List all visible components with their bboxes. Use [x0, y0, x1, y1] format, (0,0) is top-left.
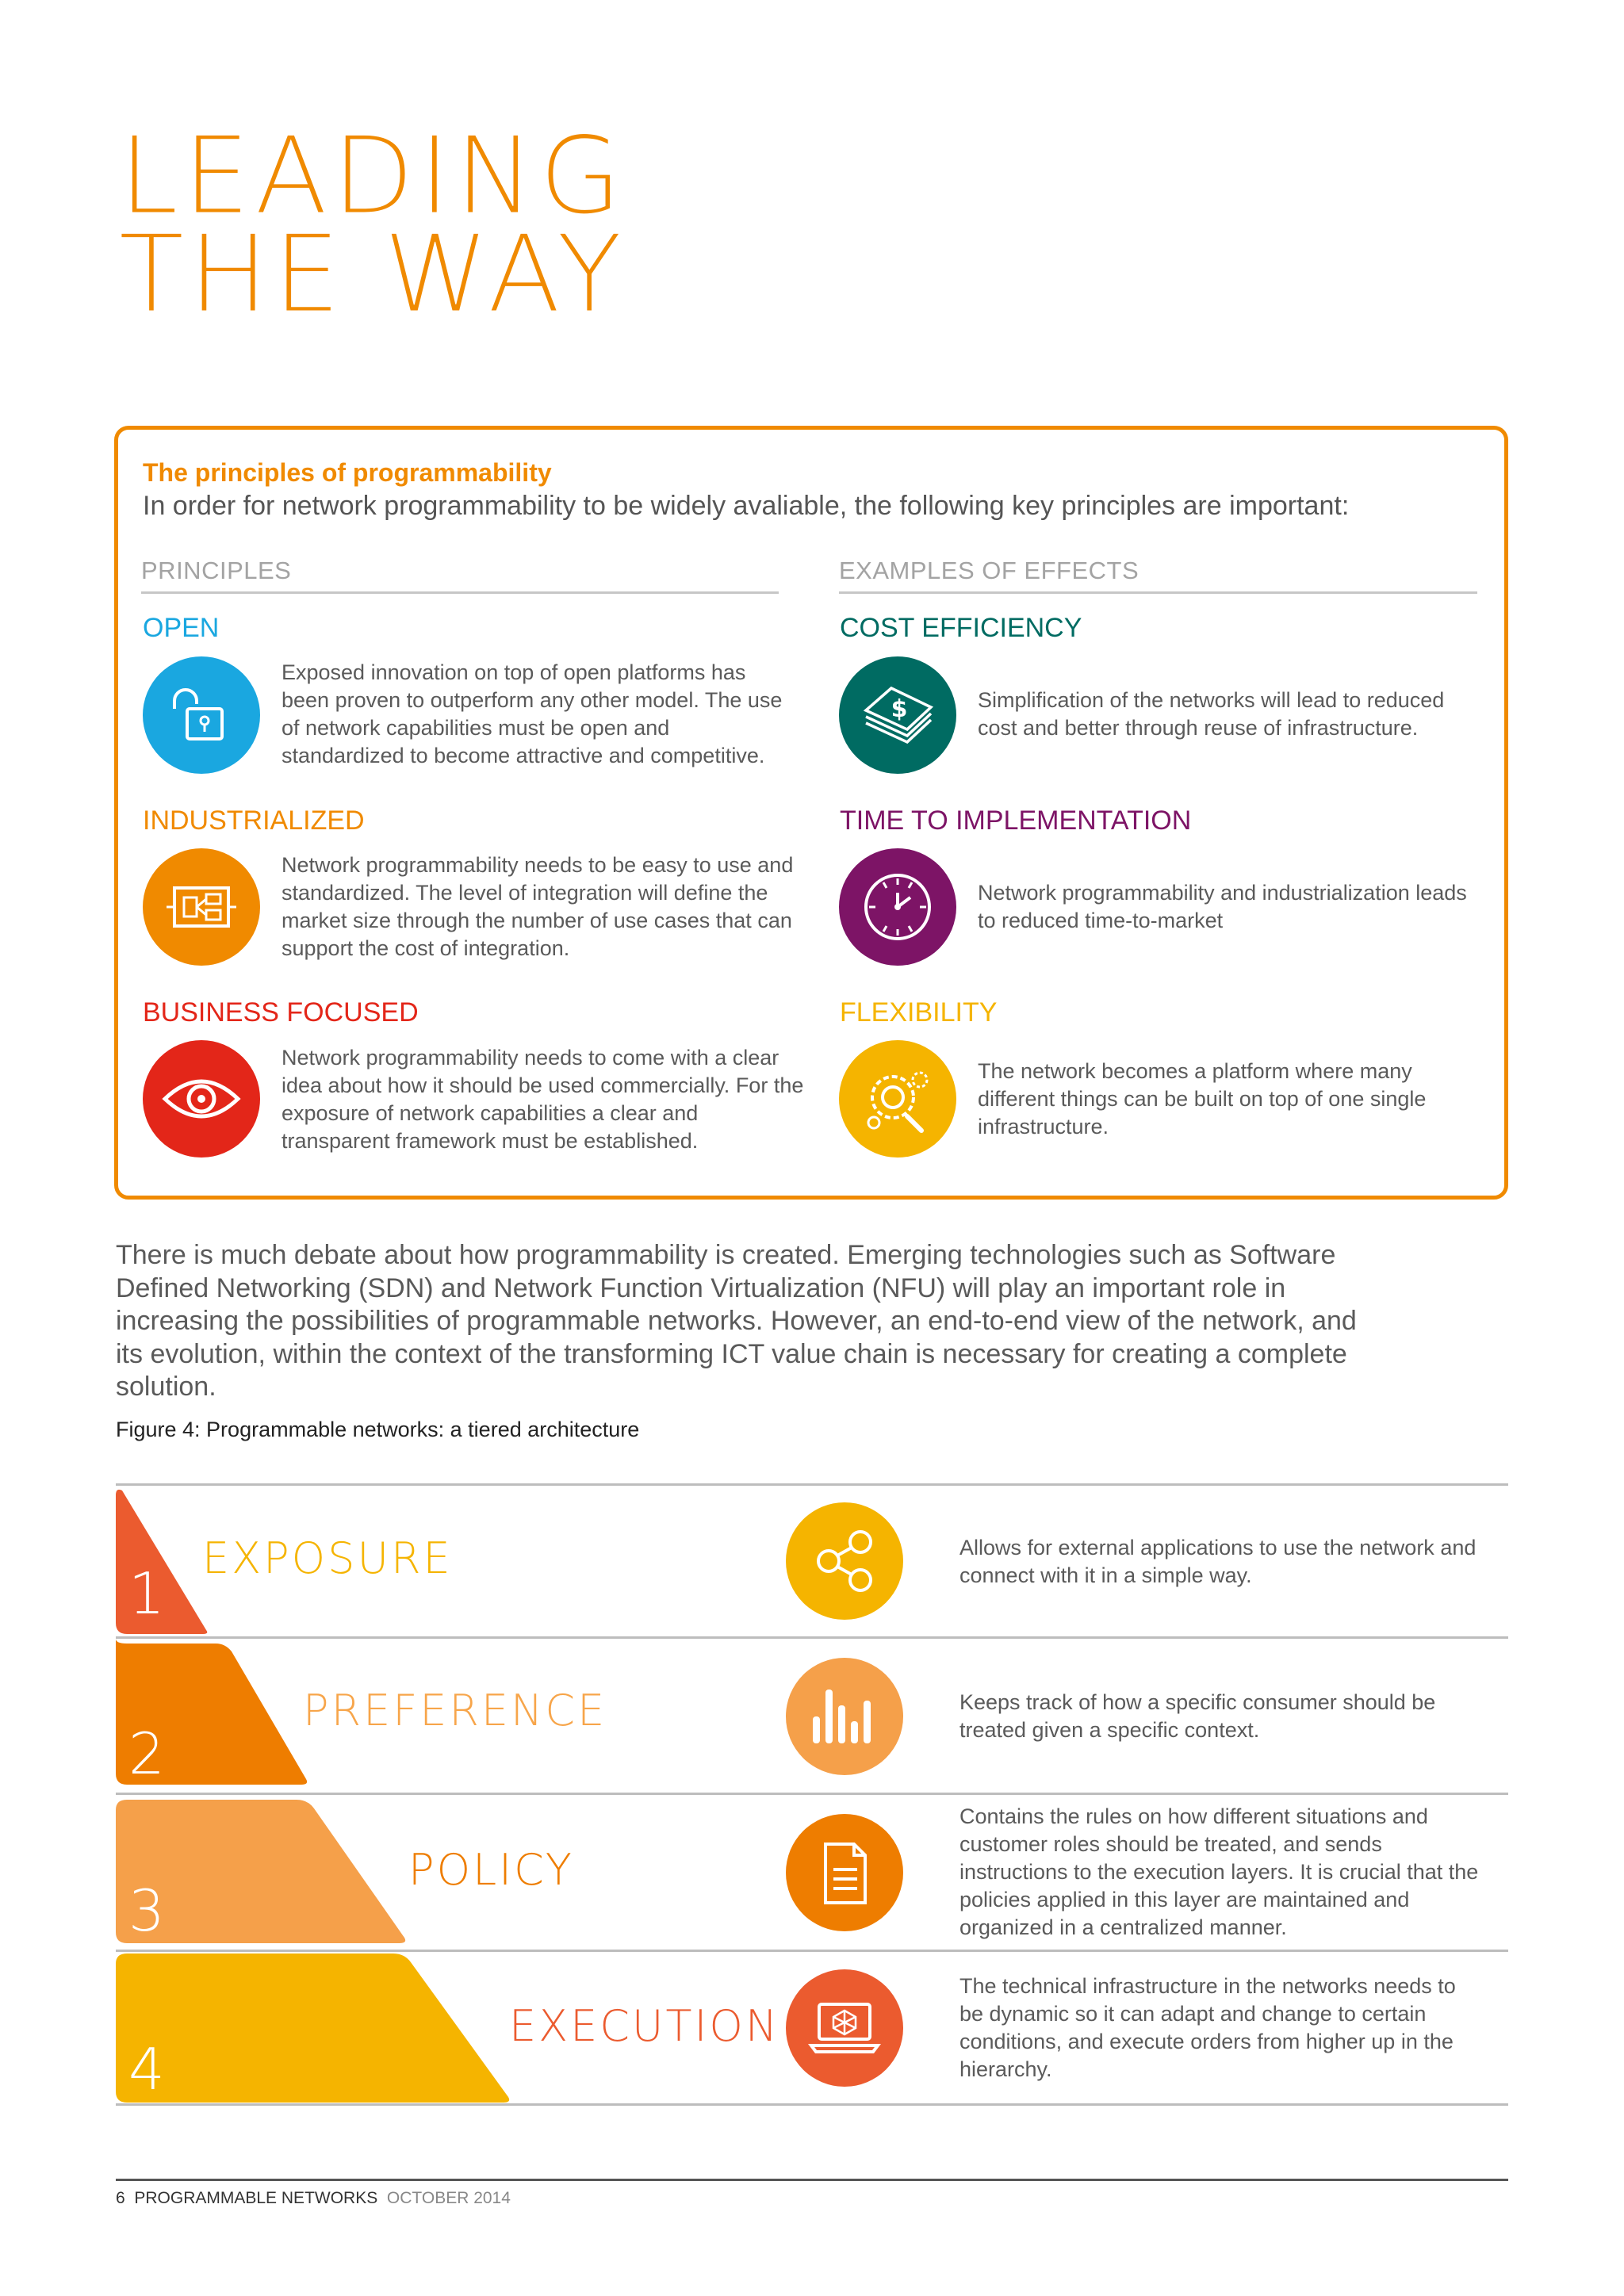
tier-4-number: 4 — [128, 2036, 165, 2103]
tier-divider — [116, 2103, 1508, 2106]
money-stack-icon — [839, 656, 956, 774]
clock-icon — [839, 848, 956, 966]
svg-text:$: $ — [891, 695, 908, 723]
tier-2-text: Keeps track of how a specific consumer should be treated given a specific context. — [959, 1690, 1436, 1742]
tier-4-label: EXECUTION — [509, 2001, 780, 2051]
tier-divider — [116, 1483, 1508, 1486]
effect-time-to-implementation-text: Network programmability and industrialization leads to reduced time-to-market — [978, 881, 1467, 932]
publication-date: OCTOBER 2014 — [386, 2189, 511, 2207]
effect-cost-efficiency-title: COST EFFICIENCY — [840, 613, 1082, 643]
title-line-1: LEADING — [119, 114, 626, 238]
document-icon — [786, 1814, 903, 1931]
principle-industrialized-title: INDUSTRIALIZED — [143, 806, 365, 836]
principle-business-focused-title: BUSINESS FOCUSED — [143, 997, 419, 1027]
page-title — [119, 114, 833, 336]
tier-4-shape — [116, 1954, 509, 2103]
principle-industrialized-text: Network programmability needs to be easy to use and standardized. The level of integration will define the market size through the number of use cases that can support the cost of integration. — [282, 853, 794, 960]
body-paragraph: There is much debate about how programmability is created. Emerging technologies such as Software Defined Networking (SDN) and Network Function Virtualization (NFU) will play an important role in increasing the possibilities of programmable networks. However, an end-to-end view of the network, and its evolution, within the context of the transforming ICT value chain is necessary for creating a complete solution. — [116, 1240, 1357, 1402]
page-footer — [116, 2189, 511, 2208]
title-line-2: THE WAY — [119, 212, 627, 336]
tier-3-number: 3 — [128, 1877, 165, 1944]
page-number: 6 — [116, 2189, 125, 2207]
tier-1-label: EXPOSURE — [202, 1533, 453, 1583]
unlocked-padlock-icon — [143, 656, 260, 774]
principles-column-divider — [141, 591, 779, 594]
gears-wrench-icon — [839, 1040, 956, 1158]
tier-3-label: POLICY — [408, 1845, 574, 1895]
tier-1-number: 1 — [128, 1560, 165, 1627]
tier-1-text: Allows for external applications to use the network and connect with it in a simple way. — [959, 1536, 1477, 1587]
principle-open-title: OPEN — [143, 613, 220, 643]
bar-chart-icon — [786, 1658, 903, 1775]
effect-time-to-implementation-title: TIME TO IMPLEMENTATION — [840, 806, 1192, 836]
principle-business-focused-text: Network programmability needs to come with a clear idea about how it should be used commercially. For the exposure of network capabilities a clear and transparent framework must be established. — [282, 1046, 804, 1153]
effect-flexibility-title: FLEXIBILITY — [840, 997, 998, 1027]
eye-icon — [143, 1040, 260, 1158]
tier-2-number: 2 — [128, 1720, 165, 1787]
principles-box-intro: In order for network programmability to be widely avaliable, the following key principles are important: — [143, 491, 1350, 521]
laptop-network-icon — [786, 1969, 903, 2087]
tier-2-label: PREFERENCE — [303, 1686, 607, 1735]
effect-flexibility-text: The network becomes a platform where many different things can be built on top of one single infrastructure. — [978, 1059, 1427, 1138]
tier-4-text: The technical infrastructure in the networks needs to be dynamic so it can adapt and change to certain conditions, and execute orders from higher up in the hierarchy. — [959, 1974, 1456, 2081]
principle-open-text: Exposed innovation on top of open platforms has been proven to outperform any other model. The use of network capabilities must be open and standardized to become attractive and competitive. — [282, 660, 783, 767]
share-nodes-icon — [786, 1502, 903, 1620]
principles-box-heading: The principles of programmability — [143, 458, 552, 487]
footer-rule — [116, 2179, 1508, 2181]
publication-name: PROGRAMMABLE NETWORKS — [134, 2189, 378, 2207]
effects-column-divider — [839, 591, 1477, 594]
circuit-module-icon — [143, 848, 260, 966]
effects-column-header: EXAMPLES OF EFFECTS — [839, 557, 1139, 584]
figure-caption: Figure 4: Programmable networks: a tiered architecture — [116, 1418, 640, 1441]
effect-cost-efficiency-text: Simplification of the networks will lead to reduced cost and better through reuse of infrastructure. — [978, 688, 1445, 740]
tier-3-text: Contains the rules on how different situations and customer roles should be treated, and sends instructions to the execution layers. It is crucial that the policies applied in this layer are maintained and organized in a centralized manner. — [959, 1804, 1479, 1939]
principles-column-header: PRINCIPLES — [141, 557, 292, 584]
